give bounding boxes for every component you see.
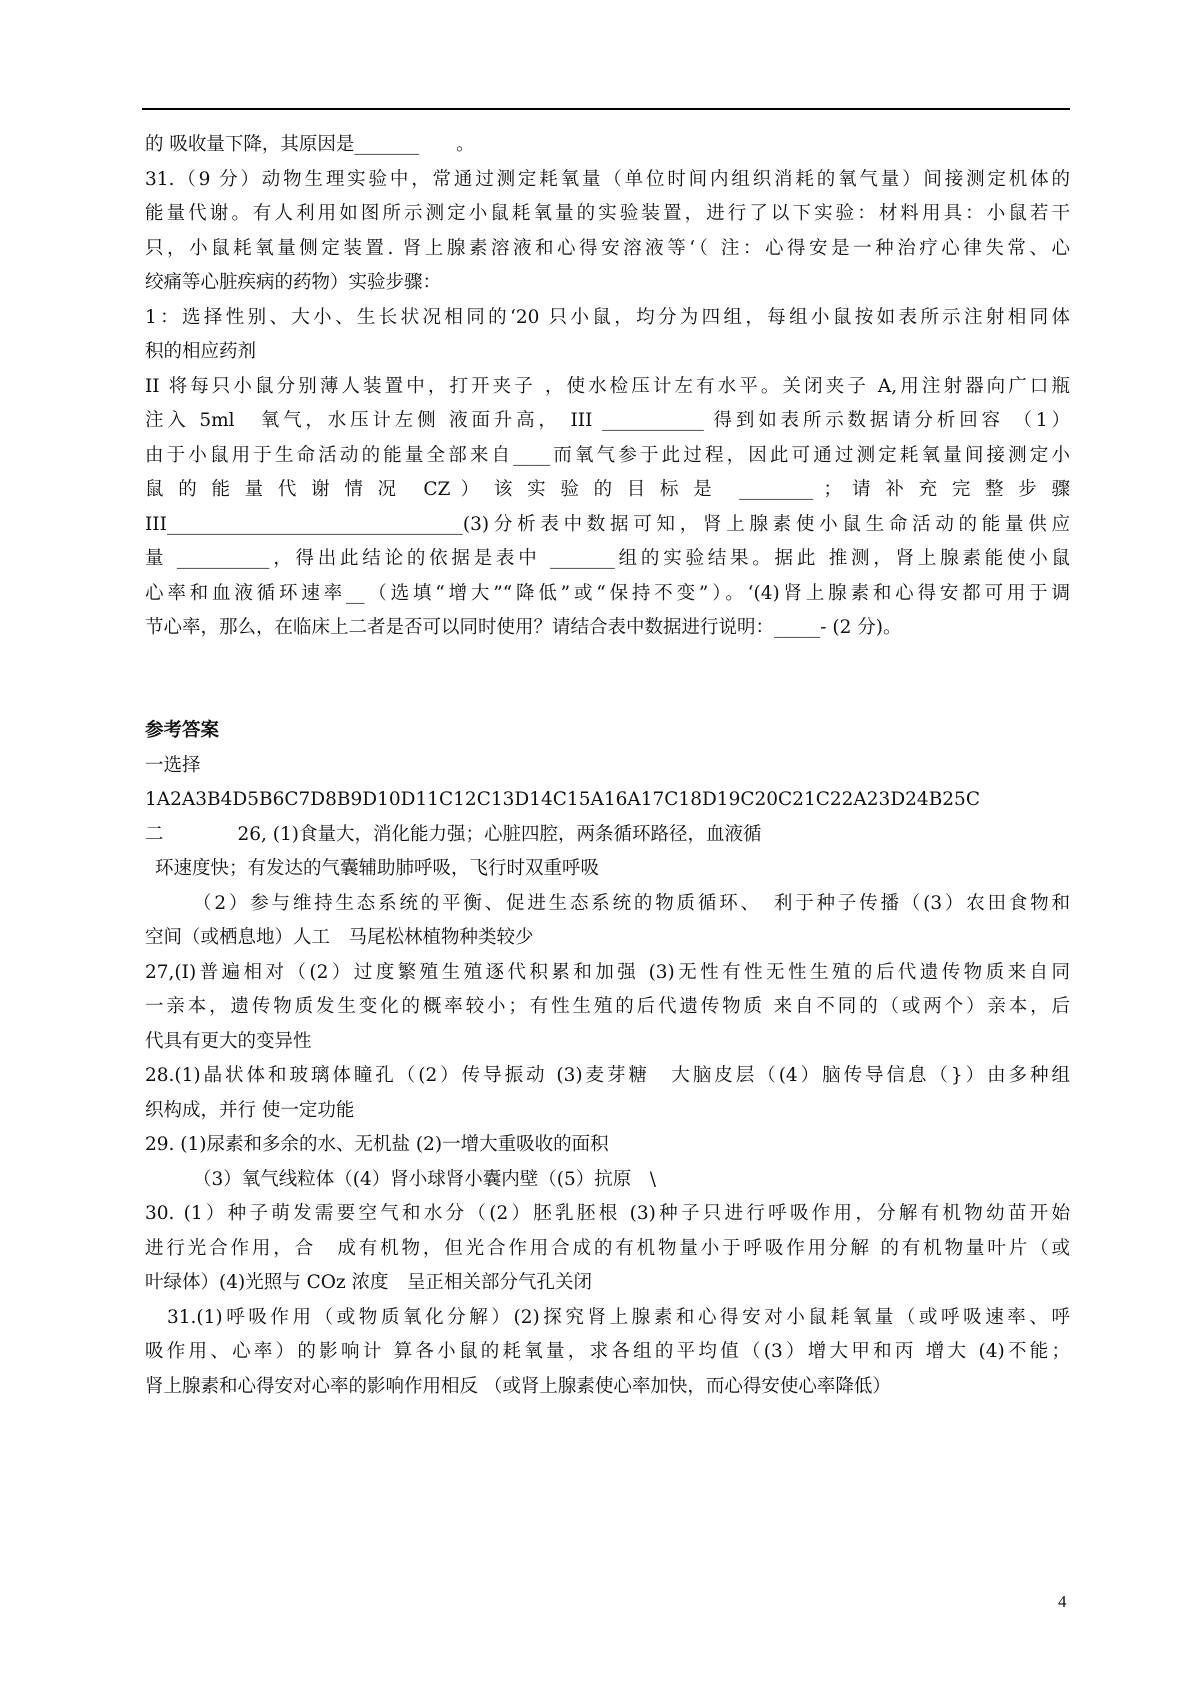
text-line: 30. (1）种子萌发需要空气和水分（(2）胚乳胚根 (3)种子只进行呼吸作用，分解有机物幼苗开始 [145, 1203, 1070, 1224]
text-line: 31.（9 分）动物生理实验中，常通过测定耗氧量（单位时间内组织消耗的氧气量）间接测定机体的 [145, 168, 1070, 190]
text-line: 量 __________，得出此结论的依据是表中 _______组的实验结果。据此 推测，肾上腺素能使小鼠 [145, 548, 1070, 569]
text-line: 能量代谢。有人利用如图所示测定小鼠耗氧量的实验装置，进行了以下实验：材料用具：小鼠若干 [145, 203, 1070, 224]
text-line: 28.(1)晶状体和玻璃体瞳孔（(2）传导振动 (3)麦芽糖 大脑皮层（(4）脑传导信息（}）由多种组 [145, 1065, 1070, 1086]
text-line: 绞痛等心脏疾病的药物）实验步骤： [145, 272, 442, 293]
text-line: 的 吸收量下降，其原因是_______ 。 [145, 134, 475, 155]
text-line: 进行光合作用，合 成有机物，但光合作用合成的有机物量小于呼吸作用分解 的有机物量叶片（或 [145, 1237, 1070, 1259]
text-line: 31.(1)呼吸作用（或物质氧化分解）(2)探究肾上腺素和心得安对小鼠耗氧量（或呼吸速率、呼 [167, 1306, 1070, 1328]
text-line: II 将每只小鼠分别薄人装置中，打开夹子 ，使水检压计左有水平。关闭夹子 A,用注射器向广口瓶 [145, 375, 1070, 397]
text-line: （3）氧气线粒体（(4）肾小球肾小囊内壁（(5）抗原 \ [193, 1168, 656, 1190]
text-line: 1：选择性别、大小、生长状况相同的‘20 只小鼠，均分为四组，每组小鼠按如表所示注射相同体 [145, 306, 1070, 328]
answer-heading: 参考答案 [145, 720, 220, 741]
text-line: 叶绿体）(4)光照与 COz 浓度 呈正相关部分气孔关闭 [145, 1272, 593, 1293]
text-line: 织构成，并行 使一定功能 [145, 1099, 355, 1121]
text-line: 吸作用、心率）的影响计 算各小鼠的耗氧量，求各组的平均值（(3）增大甲和丙 增大 (4)不能； [145, 1341, 1070, 1362]
text-line: 一亲本，遗传物质发生变化的概率较小；有性生殖的后代遗传物质 来自不同的（或两个）亲本，后 [145, 996, 1070, 1017]
text-line: 二 26, (1)食量大，消化能力强；心脏四腔，两条循环路径，血液循 [145, 823, 762, 845]
text-line: 环速度快；有发达的气囊辅助肺呼吸，飞行时双重呼吸 [155, 858, 600, 879]
page-number: 4 [1058, 1592, 1067, 1611]
text-line: （2）参与维持生态系统的平衡、促进生态系统的物质循环、 利于种子传播（(3）农田食物和 [193, 892, 1070, 914]
answer-key [145, 714, 1070, 1404]
text-line: III________________________________(3)分析表中数据可知，肾上腺素使小鼠生命活动的能量供应 [145, 513, 1070, 535]
text-line: 一选择 [145, 754, 201, 776]
text-line: 代具有更大的变异性 [145, 1030, 312, 1052]
text-line: 由于小鼠用于生命活动的能量全部来自____而氧气参于此过程，因此可通过测定耗氧量间接测定小 [145, 444, 1070, 466]
text-line: 节心率，那么，在临床上二者是否可以同时使用？请结合表中数据进行说明：_____- (2 分)。 [145, 617, 902, 638]
question-31 [145, 128, 1070, 646]
text-line: 积的相应药剂 [145, 341, 257, 362]
text-line: 鼠 的 能 量 代 谢 情 况 CZ ） 该 实 验 的 目 标 是 ________ ； 请 补 充 完 整 步 骤 [145, 479, 1070, 500]
text-line: 27,(I)普遍相对（(2）过度繁殖生殖逐代积累和加强 (3)无性有性无性生殖的后代遗传物质来自同 [145, 961, 1070, 983]
text-line: 注入 5ml 氧气，水压计左侧 液面升高， III ___________ 得到如表所示数据请分析回容 （1） [145, 410, 1070, 431]
text-line: 空间（或栖息地）人工 马尾松林植物种类较少 [145, 927, 534, 948]
choice-answers: 1A2A3B4D5B6C7D8B9D10D11C12C13D14C15A16A17C18D19C20C21C22A23D24B25C [145, 789, 980, 810]
header-rule [142, 108, 1070, 110]
text-line: 肾上腺素和心得安对心率的影响作用相反 （或肾上腺素使心率加快，而心得安使心率降低） [145, 1375, 891, 1397]
text-line: 29. (1)尿素和多余的水、无机盐 (2)一增大重吸收的面积 [145, 1134, 609, 1155]
text-line: 只，小鼠耗氧量侧定装置. 肾上腺素溶液和心得安溶液等‘（ 注：心得安是一种治疗心律失常、心 [145, 237, 1070, 259]
text-line: 心率和血液循环速率__（选填“增大”“降低”或“保持不变”）。‘(4)肾上腺素和心得安都可用于调 [145, 582, 1070, 604]
